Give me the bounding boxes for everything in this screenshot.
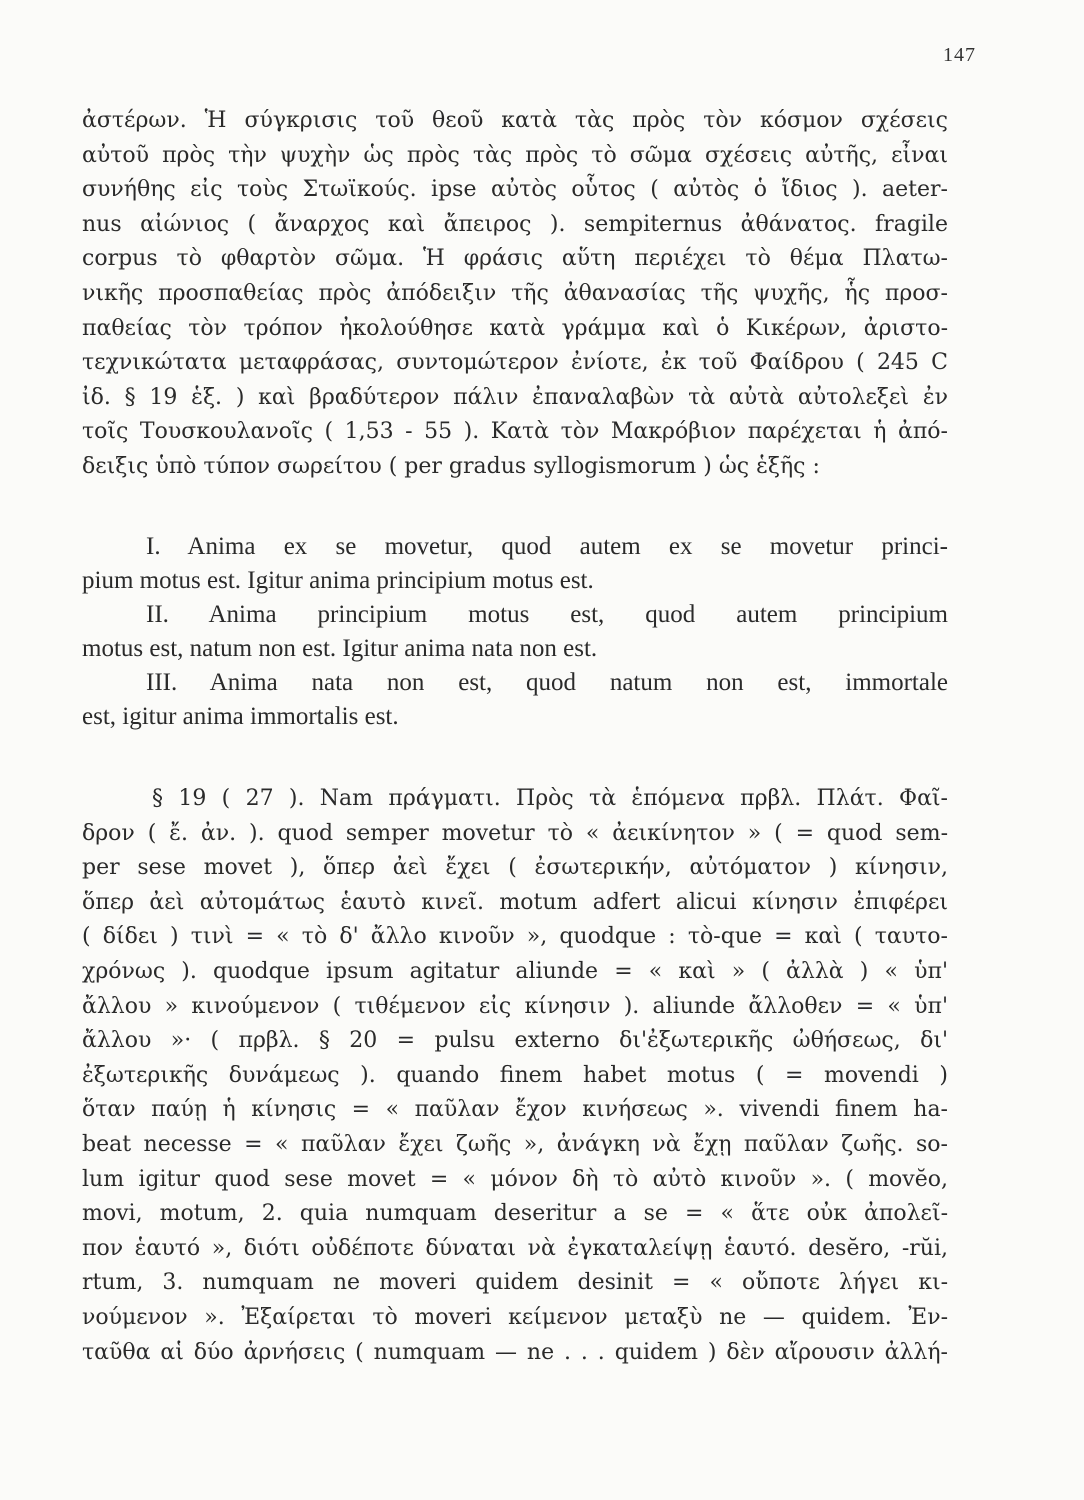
text-line: δρον ( ἔ. ἀν. ). quod semper movetur τὸ « ἀεικίνητον » ( = quod sem-: [82, 820, 948, 846]
text-line: motus est, natum non est. Igitur anima nata non est.: [82, 635, 598, 662]
text-line: pium motus est. Igitur anima principium motus est.: [82, 567, 594, 594]
text-line: δειξις ὑπὸ τύπον σωρείτου ( per gradus syllogismorum ) ὡς ἑξῆς :: [82, 453, 820, 479]
page-number: 147: [943, 44, 976, 66]
text-line: I. Anima ex se movetur, quod autem ex se movetur princi-: [146, 533, 948, 560]
text-line: νικῆς προσπαθείας πρὸς ἀπόδειξιν τῆς ἀθανασίας τῆς ψυχῆς, ἧς προσ-: [82, 280, 948, 306]
text-line: est, igitur anima immortalis est.: [82, 703, 399, 730]
text-line: per sese movet ), ὅπερ ἀεὶ ἔχει ( ἐσωτερικήν, αὐτόματον ) κίνησιν,: [82, 855, 948, 881]
text-line: ἐξωτερικῆς δυνάμεως ). quando finem habet motus ( = movendi ): [82, 1062, 948, 1088]
text-line: παθείας τὸν τρόπον ἠκολούθησε κατὰ γράμμα καὶ ὁ Κικέρων, ἀριστο-: [82, 315, 948, 341]
text-line: τοῖς Τουσκουλανοῖς ( 1,53 - 55 ). Κατὰ τὸν Μακρόβιον παρέχεται ἡ ἀπό-: [82, 419, 948, 445]
syllogism-block: [82, 530, 948, 734]
text-line: beat necesse = « παῦλαν ἔχει ζωῆς », ἀνάγκη νὰ ἔχῃ παῦλαν ζωῆς. so-: [82, 1131, 948, 1157]
text-line: nus αἰώνιος ( ἄναρχος καὶ ἄπειρος ). sempiternus ἀθάνατος. fragile: [82, 211, 948, 237]
text-line: movi, motum, 2. quia numquam deseritur a se = « ἅτε οὐκ ἀπολεῖ-: [82, 1201, 948, 1227]
text-line: II. Anima principium motus est, quod autem principium: [146, 601, 948, 628]
text-line: τεχνικώτατα μεταφράσας, συντομώτερον ἐνίοτε, ἐκ τοῦ Φαίδρου ( 245 C: [82, 350, 948, 376]
text-line: πον ἑαυτό », διότι οὐδέποτε δύναται νὰ ἐγκαταλείψῃ ἑαυτό. desĕro, -rŭi,: [82, 1235, 948, 1261]
text-line: ὅταν παύῃ ἡ κίνησις = « παῦλαν ἔχον κινήσεως ». vivendi finem ha-: [82, 1097, 948, 1123]
text-line: ( δίδει ) τινὶ = « τὸ δ' ἄλλο κινοῦν », quodque : τὸ-que = καὶ ( ταυτο-: [82, 924, 948, 950]
text-line: III. Anima nata non est, quod natum non est, immortale: [146, 669, 948, 696]
text-line: lum igitur quod sese movet = « μόνον δὴ τὸ αὐτὸ κινοῦν ». ( movĕo,: [82, 1166, 948, 1192]
text-line: ἄλλου »· ( πρβλ. § 20 = pulsu externo δι'ἐξωτερικῆς ὠθήσεως, δι': [82, 1028, 948, 1054]
text-line: αὐτοῦ πρὸς τὴν ψυχὴν ὡς πρὸς τὰς πρὸς τὸ σῶμα σχέσεις αὐτῆς, εἶναι: [82, 142, 948, 168]
text-line: ἀστέρων. Ἡ σύγκρισις τοῦ θεοῦ κατὰ τὰς πρὸς τὸν κόσμον σχέσεις: [82, 108, 948, 133]
text-line: rtum, 3. numquam ne moveri quidem desinit = « οὔποτε λήγει κι-: [82, 1270, 948, 1296]
text-line: νούμενον ». Ἐξαίρεται τὸ moveri κείμενον μεταξὺ ne — quidem. Ἐν-: [82, 1304, 948, 1330]
text-line: συνήθης εἰς τοὺς Στωϊκούς. ipse αὐτὸς οὗτος ( αὐτὸς ὁ ἴδιος ). aeter-: [82, 177, 948, 203]
text-line: corpus τὸ φθαρτὸν σῶμα. Ἡ φράσις αὕτη περιέχει τὸ θέμα Πλατω-: [82, 246, 948, 272]
text-line: ταῦθα αἱ δύο ἀρνήσεις ( numquam — ne . . . quidem ) δὲν αἴρουσιν ἀλλή-: [82, 1339, 948, 1365]
text-line: ἰδ. § 19 ἑξ. ) καὶ βραδύτερον πάλιν ἐπαναλαβὼν τὰ αὐτὰ αὐτολεξεὶ ἐν: [82, 384, 948, 410]
text-line: χρόνως ). quodque ipsum agitatur aliunde = « καὶ » ( ἀλλὰ ) « ὑπ': [82, 958, 948, 984]
commentary-paragraph-2: [82, 782, 948, 1370]
commentary-paragraph-1: [82, 104, 948, 485]
text-line: ὅπερ ἀεὶ αὐτομάτως ἑαυτὸ κινεῖ. motum adfert alicui κίνησιν ἐπιφέρει: [82, 889, 948, 915]
text-line: ἄλλου » κινούμενον ( τιθέμενον εἰς κίνησιν ). aliunde ἄλλοθεν = « ὑπ': [82, 993, 948, 1019]
text-line: § 19 ( 27 ). Nam πράγματι. Πρὸς τὰ ἑπόμενα πρβλ. Πλάτ. Φαῖ-: [152, 786, 948, 811]
